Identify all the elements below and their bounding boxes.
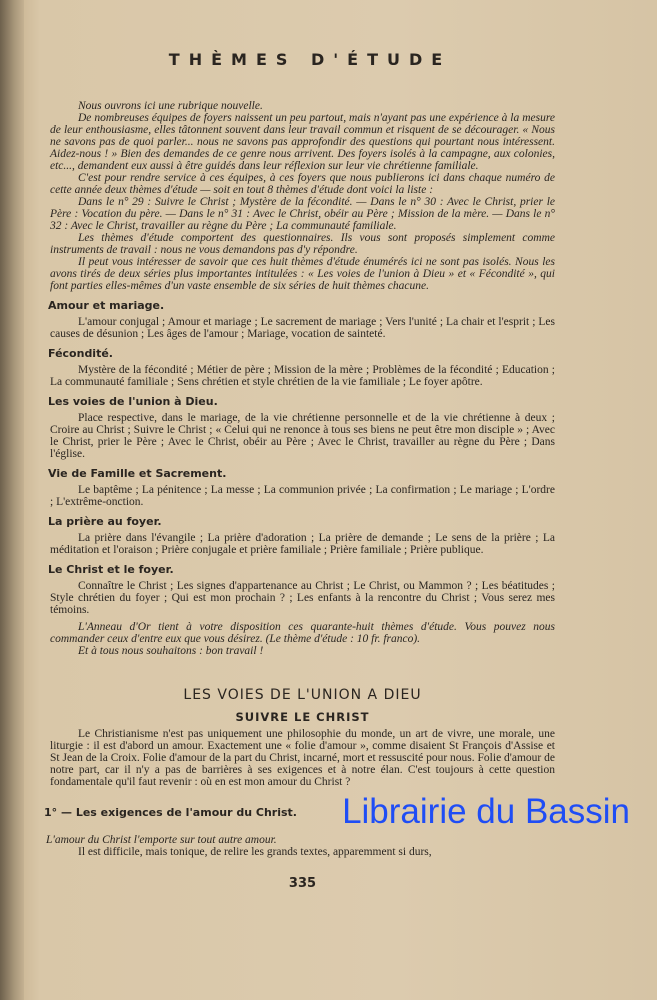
- watermark: Librairie du Bassin: [342, 792, 630, 831]
- intro-paragraph: Dans le n° 29 : Suivre le Christ ; Mystère de la fécondité. — Dans le n° 30 : Avec le Christ, prier le Père : Vocation du père. — Dans le n° 31 : Avec le Christ, obéir au Père ; Mission de la mère. — Dans le n° 32 : Avec le Christ, travailler au règne du Père ; La communauté familiale.: [50, 196, 555, 232]
- point-heading: 1° — Les exigences de l'amour du Christ.: [44, 805, 297, 819]
- closing-paragraph: L'Anneau d'Or tient à votre disposition ces quarante-huit thèmes d'étude. Vous pouvez nous commander ceux d'entre eux que vous désirez. (Le thème d'étude : 10 fr. franco).: [50, 621, 555, 645]
- series-heading: Amour et mariage.: [48, 299, 165, 312]
- page-title: THÈMES D'ÉTUDE: [168, 50, 452, 69]
- series-heading: Vie de Famille et Sacrement.: [48, 467, 227, 480]
- section-paragraph: Le Christianisme n'est pas uniquement une philosophie du monde, un art de vivre, une morale, une liturgie : il est d'abord un amour. Exactement une « folie d'amour », comme disaient St François d'Assise et St Jean de la Croix. Folie d'amour de la part du Christ, incarné, mort et ressuscité pour nous. Folie d'amour de notre part, car il n'y a pas de barrières à ses exigences et à notre élan. C'est toujours à cette question fondamentale qu'il faut revenir : où en est mon amour du Christ ?: [50, 728, 555, 788]
- intro-text: [50, 100, 555, 292]
- page-number: 335: [288, 876, 317, 891]
- series-text: La prière dans l'évangile ; La prière d'adoration ; La prière de demande ; Le sens de la prière ; La méditation et l'oraison ; Prière conjugale et prière familiale ; Prière familiale ; Prière publique.: [50, 532, 555, 556]
- intro-paragraph: Les thèmes d'étude comportent des questionnaires. Ils vous sont proposés simplement comme instruments de travail : nous ne vous demandons pas d'y répondre.: [50, 232, 555, 256]
- page-column: [44, 100, 630, 891]
- section-subtitle: SUIVRE LE CHRIST: [235, 710, 370, 724]
- intro-paragraph: De nombreuses équipes de foyers naissent un peu partout, mais n'ayant pas une expérience à la mesure de leur enthousiasme, elles tâtonnent souvent dans leur travail commun et risquent de se décourager. « Nous ne savons pas de quoi parler... nous ne savons pas approfondir des questions qui pourtant nous intéressent. Aidez-nous ! » Bien des demandes de ce genre nous arrivent. Des foyers isolés à la campagne, aux colonies, etc..., demandent eux aussi à être guidés dans leur réflexion sur leur vie chrétienne familiale.: [50, 112, 555, 172]
- series-heading: Fécondité.: [48, 347, 113, 360]
- series-text: L'amour conjugal ; Amour et mariage ; Le sacrement de mariage ; Vers l'unité ; La chair et l'esprit ; Les causes de désunion ; Les âges de l'amour ; Mariage, vocation de sainteté.: [50, 316, 555, 340]
- series-text: Mystère de la fécondité ; Métier de père ; Mission de la mère ; Problèmes de la fécondité ; Education ; La communauté familiale ; Sens chrétien et style chrétien de la vie familiale ; Le foyer apôtre.: [50, 364, 555, 388]
- point-italic: L'amour du Christ l'emporte sur tout autre amour.: [46, 834, 277, 846]
- intro-paragraph: Nous ouvrons ici une rubrique nouvelle.: [78, 100, 263, 112]
- point-text: Il est difficile, mais tonique, de relire les grands textes, apparemment si durs,: [78, 846, 432, 858]
- series-text: Le baptême ; La pénitence ; La messe ; La communion privée ; La confirmation ; Le mariage ; L'ordre ; L'extrême-onction.: [50, 484, 555, 508]
- series-heading: Le Christ et le foyer.: [48, 563, 174, 576]
- intro-paragraph: C'est pour rendre service à ces équipes, à ces foyers que nous publierons ici dans chaque numéro de cette année deux thèmes d'étude — soit en tout 8 thèmes d'étude dont voici la liste :: [50, 172, 555, 196]
- intro-paragraph: Il peut vous intéresser de savoir que ces huit thèmes d'étude énumérés ici ne sont pas isolés. Nous les avons tirés de deux séries plus importantes intitulées : « Les voies de l'union à Dieu » et « Fécondité », qui font parties elles-mêmes d'un vaste ensemble de six séries de huit thèmes chacune.: [50, 256, 555, 292]
- series-heading: La prière au foyer.: [48, 515, 162, 528]
- series-text: Place respective, dans le mariage, de la vie chrétienne personnelle et de la vie chrétienne à deux ; Croire au Christ ; Suivre le Christ ; « Celui qui ne renonce à tous ses biens ne peut être mon disciple » ; Avec le Christ, prier le Père ; Avec le Christ, obéir au Père ; Avec le Christ, travailler au règne du Père ; Dans l'église.: [50, 412, 555, 460]
- adjacent-page-edge: [0, 0, 24, 1000]
- series-heading: Les voies de l'union à Dieu.: [48, 395, 218, 408]
- point-heading-row: [44, 792, 630, 832]
- closing-paragraph: Et à tous nous souhaitons : bon travail !: [78, 645, 264, 657]
- section-title: LES VOIES DE L'UNION A DIEU: [183, 687, 422, 703]
- series-text: Connaître le Christ ; Les signes d'appartenance au Christ ; Le Christ, ou Mammon ? ; Les béatitudes ; Style chrétien du foyer ; Qui est mon prochain ? ; Les enfants à la rencontre du Christ ; Vous serez mes témoins.: [50, 580, 555, 616]
